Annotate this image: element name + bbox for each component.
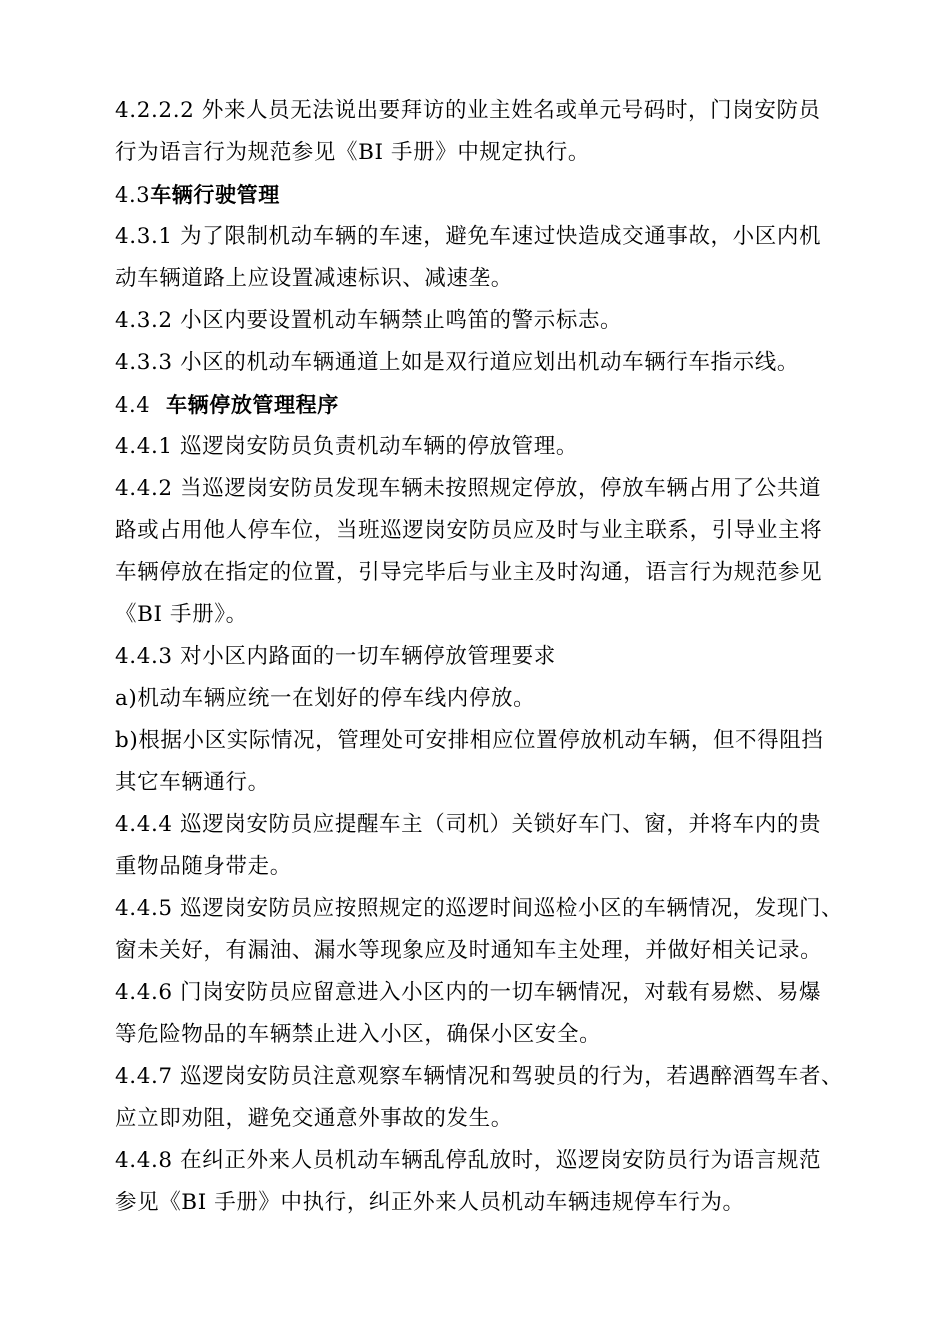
- document-body: [115, 90, 855, 1224]
- paragraph-line: 4.4.6 门岗安防员应留意进入小区内的一切车辆情况，对载有易燃、易爆: [115, 980, 822, 1005]
- paragraph-line: a)机动车辆应统一在划好的停车线内停放。: [115, 686, 536, 711]
- section-heading: [115, 384, 855, 426]
- paragraph-line: 《BI 手册》。: [115, 602, 248, 627]
- paragraph-line: 车辆停放在指定的位置，引导完毕后与业主及时沟通，语言行为规范参见: [115, 560, 823, 585]
- paragraph-line: 动车辆道路上应设置减速标识、减速垄。: [115, 266, 513, 291]
- paragraph-line: 4.2.2.2 外来人员无法说出要拜访的业主姓名或单元号码时，门岗安防员: [115, 98, 821, 123]
- paragraph-line: 4.3.2 小区内要设置机动车辆禁止鸣笛的警示标志。: [115, 308, 623, 333]
- paragraph-line: 4.4.2 当巡逻岗安防员发现车辆未按照规定停放，停放车辆占用了公共道: [115, 476, 822, 501]
- paragraph-line: 重物品随身带走。: [115, 854, 292, 879]
- section-heading: [115, 174, 855, 216]
- paragraph-line: b)根据小区实际情况，管理处可安排相应位置停放机动车辆，但不得阻挡: [115, 728, 824, 753]
- paragraph-line: 参见《BI 手册》中执行，纠正外来人员机动车辆违规停车行为。: [115, 1190, 745, 1215]
- paragraph-line: 4.3.3 小区的机动车辆通道上如是双行道应划出机动车辆行车指示线。: [115, 350, 799, 375]
- paragraph-line: 4.4.7 巡逻岗安防员注意观察车辆情况和驾驶员的行为，若遇醉酒驾车者、: [115, 1064, 844, 1089]
- paragraph-line: 4.4.3 对小区内路面的一切车辆停放管理要求: [115, 644, 556, 669]
- paragraph-line: 4.4.5 巡逻岗安防员应按照规定的巡逻时间巡检小区的车辆情况，发现门、: [115, 896, 844, 921]
- paragraph-line: 应立即劝阻，避免交通意外事故的发生。: [115, 1106, 513, 1131]
- section-number: 4.4: [115, 393, 151, 417]
- section-number: 4.3: [115, 183, 151, 207]
- paragraph-line: 4.4.8 在纠正外来人员机动车辆乱停乱放时，巡逻岗安防员行为语言规范: [115, 1148, 822, 1173]
- paragraph-line: 路或占用他人停车位，当班巡逻岗安防员应及时与业主联系，引导业主将: [115, 518, 823, 543]
- paragraph-line: 等危险物品的车辆禁止进入小区，确保小区安全。: [115, 1022, 602, 1047]
- paragraph-line: 其它车辆通行。: [115, 770, 270, 795]
- paragraph-line: 4.4.1 巡逻岗安防员负责机动车辆的停放管理。: [115, 434, 578, 459]
- paragraph-line: 4.4.4 巡逻岗安防员应提醒车主（司机）关锁好车门、窗，并将车内的贵: [115, 812, 822, 837]
- paragraph-line: 4.3.1 为了限制机动车辆的车速，避免车速过快造成交通事故，小区内机: [115, 224, 822, 249]
- paragraph-line: 窗未关好，有漏油、漏水等现象应及时通知车主处理，并做好相关记录。: [115, 938, 823, 963]
- section-title: 车辆停放管理程序: [150, 393, 339, 417]
- section-title: 车辆行驶管理: [150, 183, 280, 207]
- paragraph-line: 行为语言行为规范参见《BI 手册》中规定执行。: [115, 140, 590, 165]
